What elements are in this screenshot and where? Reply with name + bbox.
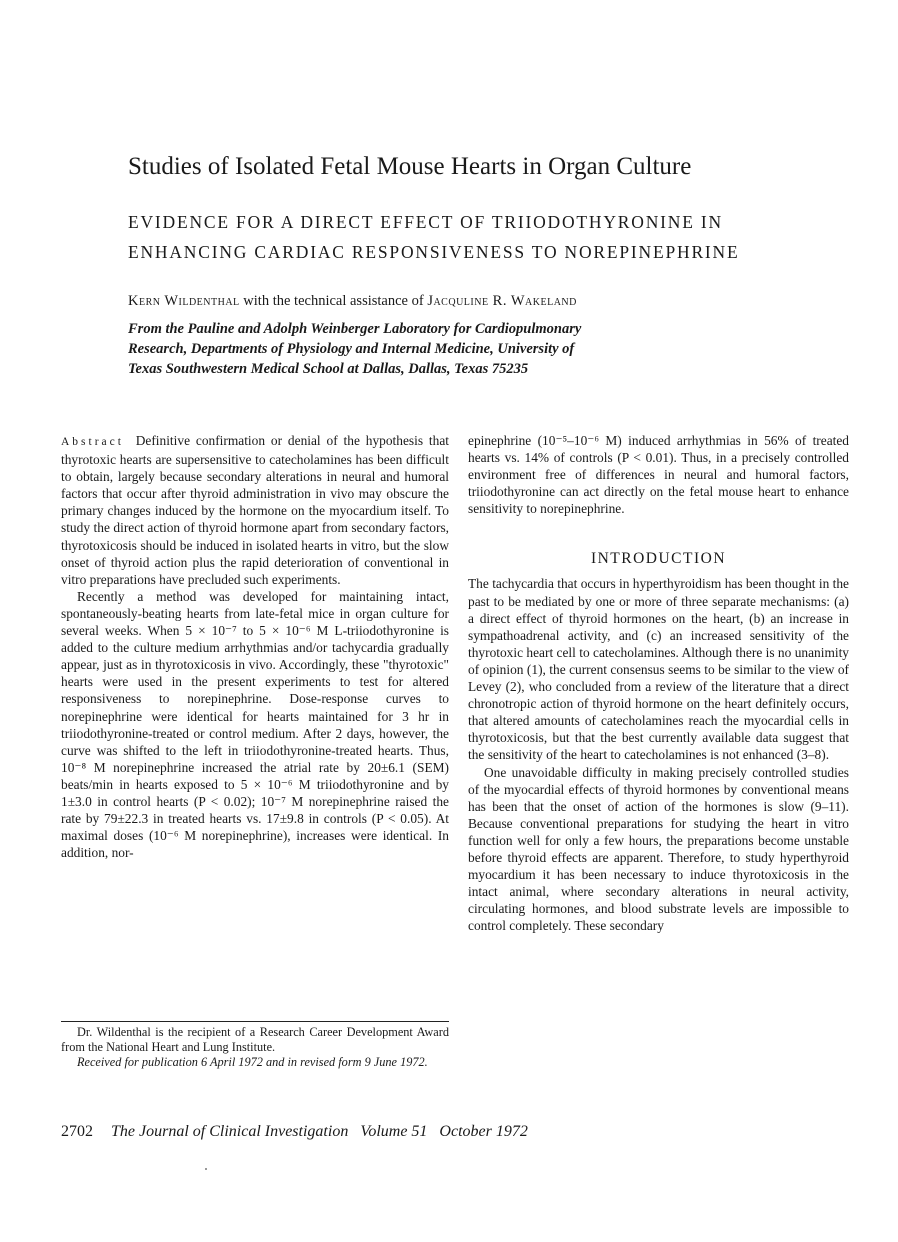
author-connector: with the technical assistance of	[239, 293, 428, 309]
article-subtitle	[128, 207, 828, 267]
affiliation-line: Research, Departments of Physiology and Internal Medicine, University of	[128, 341, 575, 357]
footnote-received: Received for publication 6 April 1972 and in revised form 9 June 1972.	[77, 1055, 428, 1070]
abstract-text: Definitive confirmation or denial of the hypothesis that thyrotoxic hearts are supersensitive to catecholamines has been difficult to obtain, largely because secondary alterations in neural and humoral factors that occur after thyroid administration in vivo may obscure the primary changes induced by the hormone on the myocardium itself. To study the direct action of thyroid hormone apart from secondary factors, thyrotoxicosis should be induced in isolated hearts in vitro, but the slow onset of thyroid action plus the rapid deterioration of conventional in vitro preparations have precluded such experiments.	[61, 433, 449, 587]
journal-citation: The Journal of Clinical Investigation Volume 51 October 1972	[111, 1123, 528, 1140]
left-column	[61, 432, 449, 861]
footnotes	[61, 1021, 449, 1071]
page-footer	[61, 1122, 761, 1142]
footnote: Dr. Wildenthal is the recipient of a Research Career Development Award from the National Heart and Lung Institute.	[61, 1025, 449, 1055]
article-title: Studies of Isolated Fetal Mouse Hearts in Organ Culture	[128, 153, 692, 180]
abstract-paragraph: Recently a method was developed for maintaining intact, spontaneously-beating hearts from late-fetal mice in organ culture for several weeks. When 5 × 10⁻⁷ to 5 × 10⁻⁶ M L-triiodothyronine is added to the culture medium arrhythmias and/or tachycardia gradually appear, just as in thyrotoxicosis in vivo. Accordingly, these "thyrotoxic" hearts were used in the present experiments to test for altered responsiveness to norepinephrine. Dose-response curves to norepinephrine were identical for hearts maintained for 3 hr in triiodothyronine-treated or control medium. After 2 days, however, the curve was shifted to the left in triiodothyronine-treated hearts. Thus, 10⁻⁸ M norepinephrine increased the atrial rate by 20±6.1 (SEM) beats/min in hearts exposed to 5 × 10⁻⁶ M triiodothyronine and by 1±3.0 in control hearts (P < 0.02); 10⁻⁷ M norepinephrine raised the rate by 79±22.3 in treated hearts vs. 17±9.8 in controls (P < 0.05). At maximal doses (10⁻⁶ M norepinephrine), increases were identical. In addition, nor-	[61, 588, 449, 861]
affiliation-line: Texas Southwestern Medical School at Dallas, Dallas, Texas 75235	[128, 361, 529, 377]
abstract-paragraph	[61, 432, 449, 588]
page-number: 2702	[61, 1123, 93, 1140]
body-paragraph: One unavoidable difficulty in making precisely controlled studies of the myocardial effects of thyroid hormones by conventional means has been that the onset of action of the hormones is slow (9–11). Because conventional preparations for studying the heart in vitro function well for only a few hours, the preparations become unstable before thyroid effects are apparent. Therefore, to study hyperthyroid myocardium it has been necessary to induce thyrotoxicosis in the intact animal, where secondary alterations in neural activity, circulating hormones, and blood substrate levels are impossible to control completely. These secondary	[468, 764, 849, 934]
subtitle-line: EVIDENCE FOR A DIRECT EFFECT OF TRIIODOTHYRONINE IN	[128, 212, 723, 232]
author-line	[128, 291, 848, 311]
section-heading: INTRODUCTION	[590, 550, 727, 568]
abstract-label: Abstract	[61, 436, 124, 448]
scan-speck	[205, 1168, 207, 1170]
abstract-continuation: epinephrine (10⁻⁵–10⁻⁶ M) induced arrhythmias in 56% of treated hearts vs. 14% of controls (P < 0.01). Thus, in a precisely controlled environment free of differences in neural and humoral factors, triiodothyronine can act directly on the fetal mouse heart to enhance sensitivity to norepinephrine.	[468, 433, 849, 517]
affiliation	[128, 319, 848, 379]
subtitle-line: ENHANCING CARDIAC RESPONSIVENESS TO NOREPINEPHRINE	[128, 242, 740, 262]
assistant-name: Jacquline R. Wakeland	[427, 293, 577, 309]
body-paragraph: The tachycardia that occurs in hyperthyroidism has been thought in the past to be mediated by one or more of three separate mechanisms: (a) a direct effect of thyroid hormones on the heart, (b) an increase in sympathoadrenal activity, and (c) an increased sensitivity of the thyrotoxic heart cell to catecholamines. Although there is no unanimity of opinion (1), the current consensus seems to be similar to the view of Levey (2), who concluded from a review of the literature that a direct chronotropic action of thyroid hormone on the heart definitely occurs, that altered amounts of catecholamines reach the myocardial cells in thyrotoxicosis, but that the best currently available data suggest that the sensitivity of the heart to catecholamines is not enhanced (3–8).	[468, 576, 849, 763]
author-name: Kern Wildenthal	[128, 293, 240, 309]
affiliation-line: From the Pauline and Adolph Weinberger Laboratory for Cardiopulmonary	[128, 321, 582, 337]
right-column	[468, 432, 849, 934]
